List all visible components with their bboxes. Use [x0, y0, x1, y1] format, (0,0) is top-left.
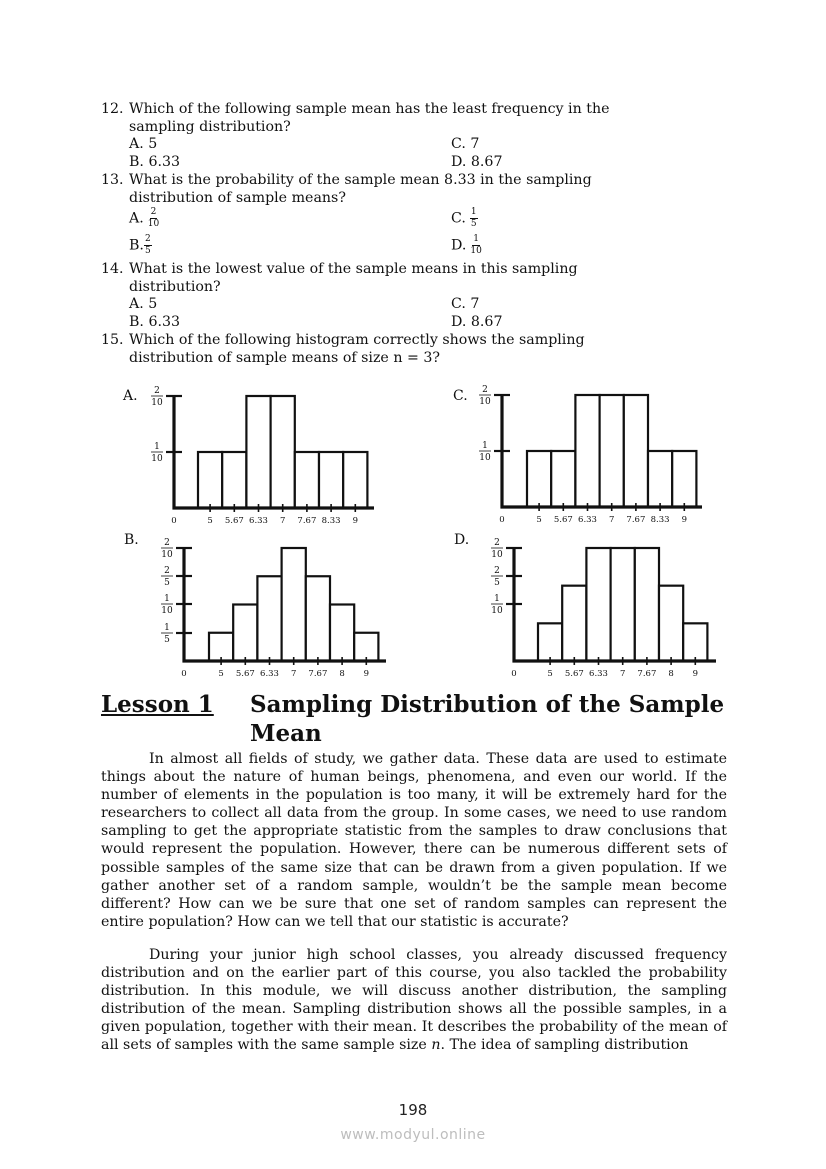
q13-option-a — [129, 208, 159, 229]
fraction: $\frac{2}{5}$ — [144, 234, 151, 256]
lesson-title: Sampling Distribution of the Sample Mean — [250, 691, 725, 747]
x-tick-label: 7.67 — [297, 516, 317, 526]
y-tick-denominator: 10 — [161, 550, 173, 560]
y-tick-numerator: 2 — [164, 566, 170, 576]
x-tick-label: 9 — [681, 515, 688, 525]
question-text: What is the probability of the sample mean 8.33 in the sampling — [129, 172, 592, 188]
q14-option-b: B. 6.33 — [129, 314, 181, 330]
question-text-cont: distribution of sample means of size n = 3? — [129, 349, 441, 366]
y-tick-numerator: 2 — [482, 385, 488, 395]
histogram-bar — [586, 548, 610, 661]
histogram-bar — [257, 576, 281, 661]
question-text: What is the lowest value of the sample means in this sampling — [129, 261, 578, 277]
question-text: Which of the following histogram correctly shows the sampling — [129, 332, 585, 348]
histogram-bar — [222, 452, 246, 508]
x-tick-label: 5.67 — [564, 669, 584, 679]
y-tick-numerator: 2 — [494, 538, 500, 548]
histogram-bar — [611, 548, 635, 661]
x-tick-label: 6.33 — [589, 669, 608, 679]
x-tick-label: 7 — [279, 516, 286, 526]
x-tick-label: 6.33 — [578, 515, 597, 525]
histogram-bar — [319, 452, 343, 508]
x-origin-label: 0 — [181, 669, 187, 679]
y-tick-denominator: 10 — [491, 550, 503, 560]
question-15 — [101, 332, 585, 367]
q12-option-d: D. 8.67 — [451, 154, 503, 170]
histogram-bar — [354, 633, 378, 661]
question-text: Which of the following sample mean has the least frequency in the — [129, 101, 610, 117]
x-tick-label: 5.67 — [235, 669, 255, 679]
question-14 — [101, 261, 578, 296]
x-tick-label: 7 — [619, 669, 626, 679]
histogram-bar — [575, 395, 599, 507]
y-tick-denominator: 5 — [164, 578, 170, 588]
option-label: B. — [129, 237, 144, 254]
question-number: 15. — [101, 332, 124, 348]
option-label: C. — [451, 210, 466, 227]
histogram-bar — [306, 576, 330, 661]
y-tick-numerator: 1 — [164, 623, 170, 633]
question-number: 13. — [101, 172, 124, 188]
chart-letter: C. — [453, 388, 468, 404]
question-12 — [101, 101, 609, 136]
x-tick-label: 9 — [692, 669, 699, 679]
lesson-number: Lesson 1 — [101, 691, 214, 718]
x-tick-label: 7 — [608, 515, 615, 525]
paragraph-2: During your junior high school classes, you already discussed frequency distribution and on the earlier part of this course, you also tackled the probability distribution. In this module, we will discuss another distribution, the sampling distribution of the mean. Sampling distribution shows all the possible samples, in a given population, together with their mean. It describes the probability of the mean of all sets of samples with the same sample size n. The idea of sampling distribution — [101, 947, 727, 1054]
x-origin-label: 0 — [171, 516, 177, 526]
question-number: 14. — [101, 261, 124, 277]
y-tick-numerator: 1 — [482, 441, 488, 451]
histogram-bar — [209, 633, 233, 661]
chart-letter: B. — [124, 532, 139, 548]
histogram-bar — [659, 586, 683, 661]
x-tick-label: 5.67 — [553, 515, 573, 525]
fraction: $\frac{1}{5}$ — [470, 207, 477, 229]
x-tick-label: 7.67 — [626, 515, 646, 525]
question-text-cont: distribution of sample means? — [129, 189, 346, 206]
x-tick-label: 6.33 — [249, 516, 268, 526]
histogram-option-b — [115, 530, 405, 684]
histogram-bar — [600, 395, 624, 507]
x-tick-label: 7 — [290, 669, 297, 679]
y-tick-numerator: 2 — [494, 566, 500, 576]
y-tick-denominator: 10 — [479, 453, 491, 463]
x-tick-label: 5 — [536, 515, 542, 525]
histogram-bar — [562, 586, 586, 661]
histogram-option-c — [445, 378, 735, 532]
option-label: D. — [451, 237, 467, 254]
histogram-bar — [683, 623, 707, 661]
histogram-svg — [445, 530, 735, 680]
option-label: A. — [129, 210, 144, 227]
x-tick-label: 8 — [339, 669, 345, 679]
x-origin-label: 0 — [511, 669, 517, 679]
histogram-svg — [115, 378, 405, 528]
histogram-bar — [282, 548, 306, 661]
histogram-bar — [538, 623, 562, 661]
paragraph-1: In almost all fields of study, we gather data. These data are used to estimate things about the nature of human beings, phenomena, and even our world. If the number of elements in the population is too many, it will be extremely hard for the researchers to collect all data from the group. In some cases, we need to use random sampling to get the appropriate statistic from the samples to draw conclusions that would represent the population. However, there can be numerous different sets of possible samples of the same size that can be drawn from a given population. If we gather another set of a random sample, wouldn’t be the sample mean become different? How can we be sure that one set of random samples can represent the entire population? How can we tell that our statistic is accurate? — [101, 751, 727, 930]
y-tick-denominator: 10 — [151, 454, 163, 464]
x-tick-label: 5 — [207, 516, 213, 526]
question-text-cont: distribution? — [129, 278, 221, 295]
q12-option-b: B. 6.33 — [129, 154, 181, 170]
y-tick-numerator: 2 — [164, 538, 170, 548]
x-tick-label: 9 — [352, 516, 359, 526]
q14-option-c: C. 7 — [451, 296, 480, 312]
q13-option-c — [451, 208, 478, 229]
histogram-bar — [635, 548, 659, 661]
histogram-bar — [198, 452, 222, 508]
y-tick-denominator: 10 — [151, 398, 163, 408]
histogram-bar — [330, 605, 354, 662]
y-tick-numerator: 1 — [164, 594, 170, 604]
chart-letter: A. — [123, 388, 138, 404]
histogram-bar — [672, 451, 696, 507]
q12-option-a: A. 5 — [129, 136, 158, 152]
histogram-option-a — [115, 378, 405, 532]
histogram-svg — [115, 530, 405, 680]
x-tick-label: 5 — [218, 669, 224, 679]
y-tick-denominator: 10 — [161, 606, 173, 616]
y-tick-numerator: 2 — [154, 386, 160, 396]
histogram-bar — [271, 396, 295, 508]
histogram-svg — [445, 378, 735, 528]
fraction: $\frac{2}{10}$ — [147, 207, 160, 229]
x-tick-label: 7.67 — [637, 669, 657, 679]
histogram-bar — [624, 395, 648, 507]
q14-option-d: D. 8.67 — [451, 314, 503, 330]
histogram-bar — [648, 451, 672, 507]
fraction: $\frac{1}{10}$ — [470, 234, 482, 256]
y-tick-denominator: 10 — [479, 397, 491, 407]
x-tick-label: 9 — [363, 669, 370, 679]
page-number: 198 — [398, 1101, 428, 1119]
watermark: www.modyul.online — [340, 1127, 486, 1143]
y-tick-denominator: 10 — [491, 606, 503, 616]
x-tick-label: 6.33 — [260, 669, 279, 679]
y-tick-denominator: 5 — [164, 635, 170, 645]
x-tick-label: 8 — [668, 669, 674, 679]
histogram-bar — [295, 452, 319, 508]
italic-n: n — [431, 1037, 441, 1054]
x-origin-label: 0 — [499, 515, 505, 525]
y-tick-denominator: 5 — [494, 578, 500, 588]
question-13 — [101, 172, 592, 207]
x-tick-label: 7.67 — [308, 669, 328, 679]
q14-option-a: A. 5 — [129, 296, 158, 312]
x-tick-label: 5 — [547, 669, 553, 679]
histogram-bar — [246, 396, 270, 508]
x-tick-label: 8.33 — [650, 515, 670, 525]
histogram-option-d — [445, 530, 735, 684]
x-tick-label: 5.67 — [224, 516, 244, 526]
question-number: 12. — [101, 101, 124, 117]
y-tick-numerator: 1 — [154, 442, 160, 452]
q12-option-c: C. 7 — [451, 136, 480, 152]
question-text-cont: sampling distribution? — [129, 118, 291, 135]
histogram-bar — [551, 451, 575, 507]
q13-option-d — [451, 235, 482, 256]
histogram-bar — [343, 452, 367, 508]
q13-option-b — [129, 235, 152, 256]
x-tick-label: 8.33 — [321, 516, 341, 526]
histogram-bar — [527, 451, 551, 507]
histogram-bar — [233, 605, 257, 662]
chart-letter: D. — [454, 532, 470, 548]
y-tick-numerator: 1 — [494, 594, 500, 604]
